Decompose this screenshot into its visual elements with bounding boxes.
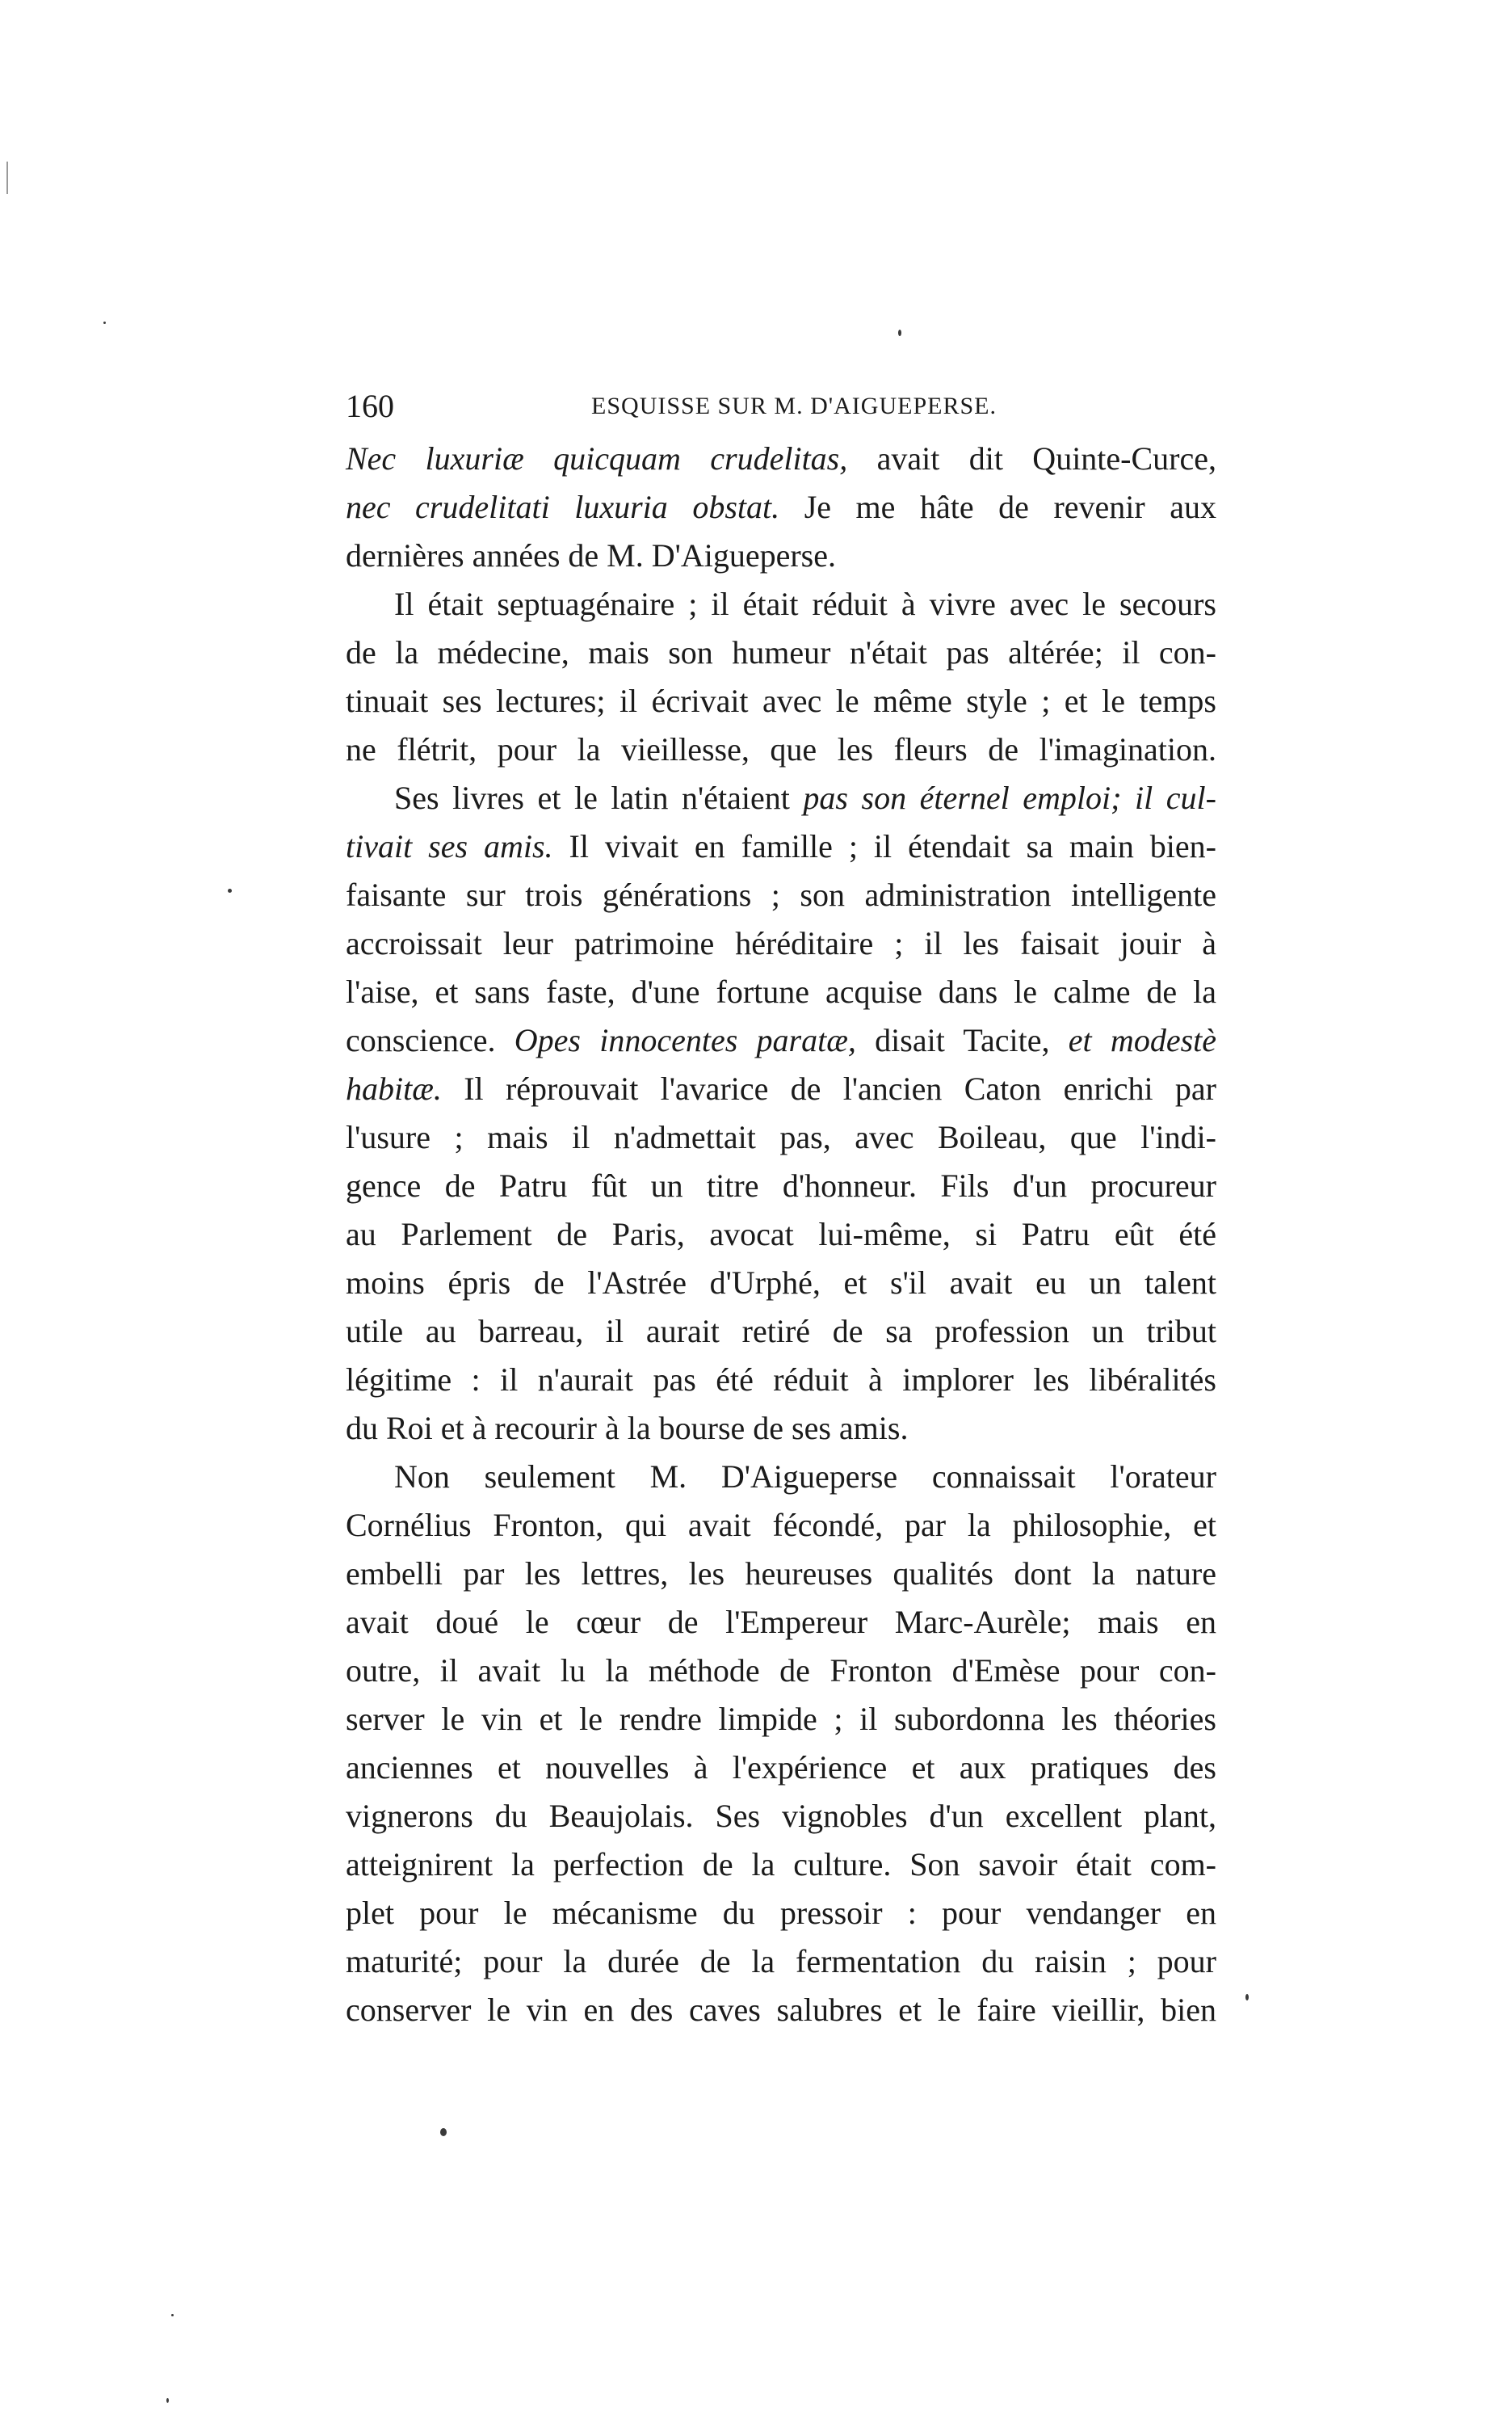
scan-speck xyxy=(228,889,232,893)
text-line xyxy=(346,1162,1216,1210)
text-run: conscience. xyxy=(346,1022,514,1058)
text-line xyxy=(346,1647,1216,1695)
text-line xyxy=(346,1986,1216,2034)
text-run: dernières années de M. D'Aigueperse. xyxy=(346,537,836,574)
text-run: Je me hâte de revenir aux xyxy=(779,489,1216,525)
italic-text: habitæ. xyxy=(346,1071,442,1107)
text-run: Non seulement M. D'Aigueperse connaissait l'orateur xyxy=(394,1458,1216,1495)
text-run: Ses livres et le latin n'étaient xyxy=(394,780,804,816)
text-run: l'aise, et sans faste, d'une fortune acquise dans le calme de la xyxy=(346,974,1216,1010)
text-line xyxy=(346,1307,1216,1356)
text-run: atteignirent la perfection de la culture. Son savoir était com- xyxy=(346,1846,1216,1882)
scan-speck xyxy=(103,322,106,324)
text-line xyxy=(346,1598,1216,1647)
page-header xyxy=(346,382,1242,431)
italic-text: Opes innocentes paratæ, xyxy=(514,1022,856,1058)
text-run: conserver le vin en des caves salubres et le faire vieillir, bien xyxy=(346,1992,1216,2028)
italic-text: Nec luxuriæ quicquam crudelitas, xyxy=(346,440,848,477)
text-line xyxy=(346,774,1216,822)
text-line xyxy=(346,435,1216,483)
text-line xyxy=(346,1016,1216,1065)
text-line xyxy=(346,677,1216,726)
text-run: l'usure ; mais il n'admettait pas, avec Boileau, que l'indi- xyxy=(346,1119,1216,1155)
text-run: outre, il avait lu la méthode de Fronton d'Emèse pour con- xyxy=(346,1652,1216,1689)
text-run: moins épris de l'Astrée d'Urphé, et s'il avait eu un talent xyxy=(346,1264,1216,1301)
body-text xyxy=(346,435,1216,2034)
text-line xyxy=(346,871,1216,919)
text-line xyxy=(346,822,1216,871)
text-run: légitime : il n'aurait pas été réduit à implorer les libéralités xyxy=(346,1361,1216,1398)
text-line xyxy=(346,1065,1216,1113)
text-run: embelli par les lettres, les heureuses qualités dont la nature xyxy=(346,1555,1216,1592)
text-line xyxy=(346,1550,1216,1598)
text-run: vignerons du Beaujolais. Ses vignobles d'un excellent plant, xyxy=(346,1798,1216,1834)
text-run: de la médecine, mais son humeur n'était pas altérée; il con- xyxy=(346,634,1216,671)
text-line xyxy=(346,1937,1216,1986)
text-line xyxy=(346,919,1216,968)
text-run: accroissait leur patrimoine héréditaire ; il les faisait jouir à xyxy=(346,925,1216,961)
italic-text: tivait ses amis. xyxy=(346,828,553,864)
italic-text: et modestè xyxy=(1068,1022,1217,1058)
text-line xyxy=(346,1840,1216,1889)
text-line xyxy=(346,1356,1216,1404)
italic-text: nec crudelitati luxuria obstat. xyxy=(346,489,780,525)
text-run: tinuait ses lectures; il écrivait avec le même style ; et le temps xyxy=(346,683,1216,719)
text-run: gence de Patru fût un titre d'honneur. Fils d'un procureur xyxy=(346,1167,1216,1204)
text-line xyxy=(346,629,1216,677)
scan-speck xyxy=(166,2398,169,2403)
text-run: plet pour le mécanisme du pressoir : pour vendanger en xyxy=(346,1895,1216,1931)
text-line xyxy=(346,1259,1216,1307)
text-line xyxy=(346,1113,1216,1162)
italic-text: pas son éternel emploi; il cul- xyxy=(803,780,1216,816)
text-run: avait dit Quinte-Curce, xyxy=(847,440,1216,477)
scan-speck xyxy=(6,162,8,194)
text-line xyxy=(346,1453,1216,1501)
text-run: Il réprouvait l'avarice de l'ancien Caton enrichi par xyxy=(441,1071,1216,1107)
scan-speck xyxy=(440,2128,447,2136)
scan-speck xyxy=(1245,1994,1249,2000)
text-run: Il vivait en famille ; il étendait sa main bien- xyxy=(552,828,1216,864)
text-run: avait doué le cœur de l'Empereur Marc-Aurèle; mais en xyxy=(346,1604,1216,1640)
running-title: ESQUISSE SUR M. D'AIGUEPERSE. xyxy=(591,393,997,419)
text-run: server le vin et le rendre limpide ; il subordonna les théories xyxy=(346,1701,1216,1737)
text-run: Il était septuagénaire ; il était réduit à vivre avec le secours xyxy=(394,586,1216,622)
text-line xyxy=(346,483,1216,532)
scan-speck xyxy=(898,330,901,336)
text-line xyxy=(346,1744,1216,1792)
text-run: anciennes et nouvelles à l'expérience et aux pratiques des xyxy=(346,1749,1216,1786)
text-line xyxy=(346,726,1216,774)
text-line xyxy=(346,1404,1216,1453)
scan-speck xyxy=(171,2314,174,2316)
text-line xyxy=(346,1501,1216,1550)
text-line xyxy=(346,968,1216,1016)
text-run: faisante sur trois générations ; son administration intelligente xyxy=(346,877,1216,913)
text-line xyxy=(346,532,1216,580)
page-number: 160 xyxy=(346,388,394,424)
text-run: ne flétrit, pour la vieillesse, que les fleurs de l'imagination. xyxy=(346,731,1216,768)
text-line xyxy=(346,1210,1216,1259)
text-run: du Roi et à recourir à la bourse de ses amis. xyxy=(346,1410,909,1446)
text-line xyxy=(346,1889,1216,1937)
text-run: au Parlement de Paris, avocat lui-même, si Patru eût été xyxy=(346,1216,1216,1252)
text-line xyxy=(346,580,1216,629)
text-run: disait Tacite, xyxy=(855,1022,1069,1058)
text-run: utile au barreau, il aurait retiré de sa profession un tribut xyxy=(346,1313,1216,1349)
text-line xyxy=(346,1792,1216,1840)
text-run: maturité; pour la durée de la fermentation du raisin ; pour xyxy=(346,1943,1216,1979)
text-line xyxy=(346,1695,1216,1744)
text-run: Cornélius Fronton, qui avait fécondé, par la philosophie, et xyxy=(346,1507,1216,1543)
